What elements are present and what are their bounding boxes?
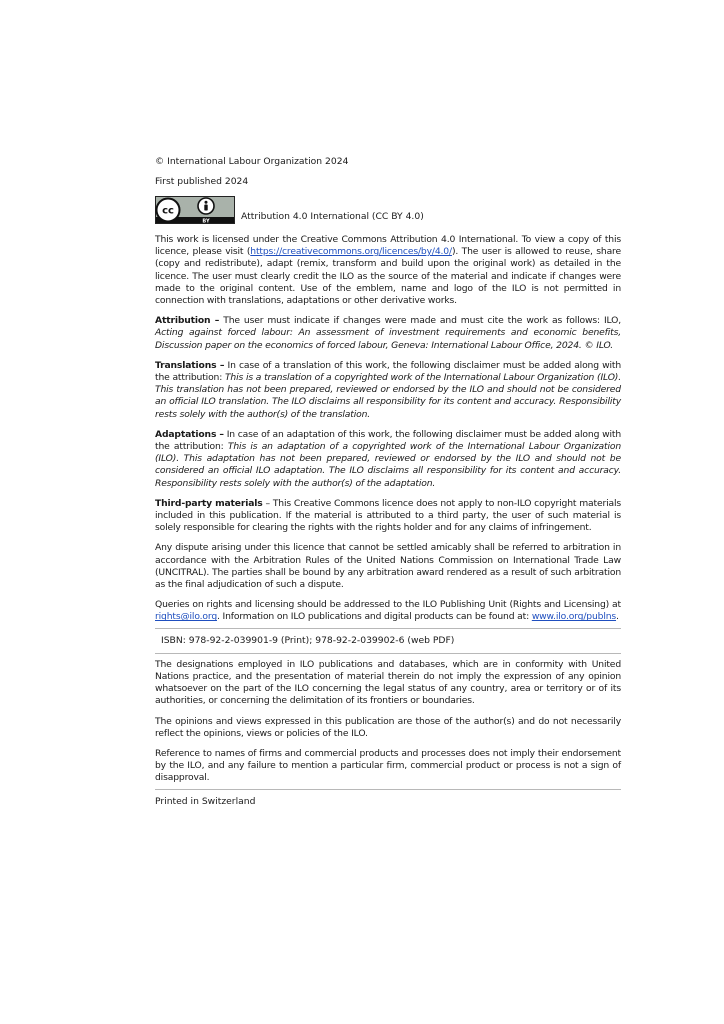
adaptations-paragraph — [155, 429, 621, 490]
copyright-line: © International Labour Organization 2024 — [155, 156, 349, 167]
attribution-citation: Acting against forced labour: An assessment of investment requirements and economic benefits, Discussion paper on the economics of forced labour, Geneva: International Labour Office, 2024. © ILO. — [155, 327, 621, 351]
license-text-2: ). The user is allowed to reuse, share (copy and redistribute), adapt (remix, transform and build upon the original work) as detailed in the licence. The user must clearly credit the ILO as the source of the material and indicate if changes were made to the original content. Use of the emblem, name and logo of the ILO is not permitted in connection with translations, adaptations or other derivative works. — [155, 246, 621, 307]
first-published: First published 2024 — [155, 176, 249, 187]
attribution-label: Attribution – — [155, 315, 220, 327]
license-paragraph — [155, 234, 621, 307]
adaptations-disclaimer: This is an adaptation of a copyrighted work of the International Labour Organization (ILO). This adaptation has not been prepared, reviewed or endorsed by the ILO and should not be considered an official ILO adaptation. The ILO disclaims all responsibility for its content and accuracy. Responsibility rests solely with the author(s) of the adaptation. — [155, 441, 622, 489]
queries-paragraph — [155, 599, 621, 623]
license-label: Attribution 4.0 International (CC BY 4.0) — [241, 211, 424, 222]
license-text-1: This work is licensed under the Creative Commons Attribution 4.0 International. To view a copy of this licence, please visit ( — [155, 234, 621, 258]
publications-link[interactable]: www.ilo.org/publns — [531, 611, 617, 623]
printed-in: Printed in Switzerland — [155, 795, 256, 807]
divider-middle — [155, 653, 621, 654]
rights-email-link[interactable]: rights@ilo.org — [155, 611, 218, 623]
cc-mark-text: cc — [162, 205, 174, 217]
adaptations-text: In case of an adaptation of this work, the following disclaimer must be added along with the attribution: — [155, 428, 621, 453]
translations-text: In case of a translation of this work, the following disclaimer must be added along with the attribution: — [155, 359, 621, 384]
third-party-text: – This Creative Commons licence does not apply to non-ILO copyright materials included in this publication. If the material is attributed to a third party, the user of such material is solely responsible for clearing the rights with the rights holder and for any claims of infringement. — [155, 497, 622, 534]
by-mark-text: BY — [202, 218, 210, 224]
cc-by-badge-icon[interactable] — [155, 196, 235, 224]
adaptations-label: Adaptations – — [155, 428, 224, 440]
third-party-label: Third-party materials — [155, 497, 263, 509]
attribution-text: The user must indicate if changes were made and must cite the work as follows: ILO, — [219, 315, 621, 327]
translations-disclaimer: This is a translation of a copyrighted work of the International Labour Organization (ILO). This translation has not been prepared, reviewed or endorsed by the ILO and should not be considered an official ILO translation. The ILO disclaims all responsibility for its content and accuracy. Responsibility rests solely with the author(s) of the translation. — [155, 372, 621, 420]
copyright-page — [155, 156, 621, 808]
license-row — [155, 196, 621, 224]
disclaimer-section — [155, 659, 621, 785]
cc-license-link[interactable]: https://creativecommons.org/licences/by/4.0/ — [250, 246, 452, 258]
third-party-paragraph — [155, 498, 621, 535]
queries-text-1: Queries on rights and licensing should be addressed to the ILO Publishing Unit (Rights and Licensing) at — [155, 599, 621, 611]
translations-paragraph — [155, 360, 621, 421]
queries-text-2: . Information on ILO publications and digital products can be found at: — [217, 611, 532, 623]
dispute-paragraph: Any dispute arising under this licence that cannot be settled amicably shall be referred to arbitration in accordance with the Arbitration Rules of the United Nations Commission on International Trade Law (UNCITRAL). The parties shall be bound by any arbitration award rendered as a result of such arbitration as the final adjudication of such a dispute. — [155, 542, 621, 591]
queries-text-3: . — [616, 611, 619, 623]
designations-paragraph: The designations employed in ILO publications and databases, which are in conformity with United Nations practice, and the presentation of material therein do not imply the expression of any opinion whatsoever on the part of the ILO concerning the legal status of any country, area or territory or of its authorities, or concerning the delimitation of its frontiers or boundaries. — [155, 658, 621, 707]
attribution-paragraph — [155, 315, 621, 352]
divider-bottom — [155, 789, 621, 790]
isbn-line: ISBN: 978-92-2-039901-9 (Print); 978-92-2-039902-6 (web PDF) — [161, 634, 455, 646]
opinions-paragraph: The opinions and views expressed in this publication are those of the author(s) and do not necessarily reflect the opinions, views or policies of the ILO. — [155, 715, 621, 739]
translations-label: Translations – — [155, 359, 225, 371]
reference-paragraph: Reference to names of firms and commercial products and processes does not imply their endorsement by the ILO, and any failure to mention a particular firm, commercial product or process is not a sign of disapproval. — [155, 747, 621, 784]
license-section — [155, 234, 621, 624]
